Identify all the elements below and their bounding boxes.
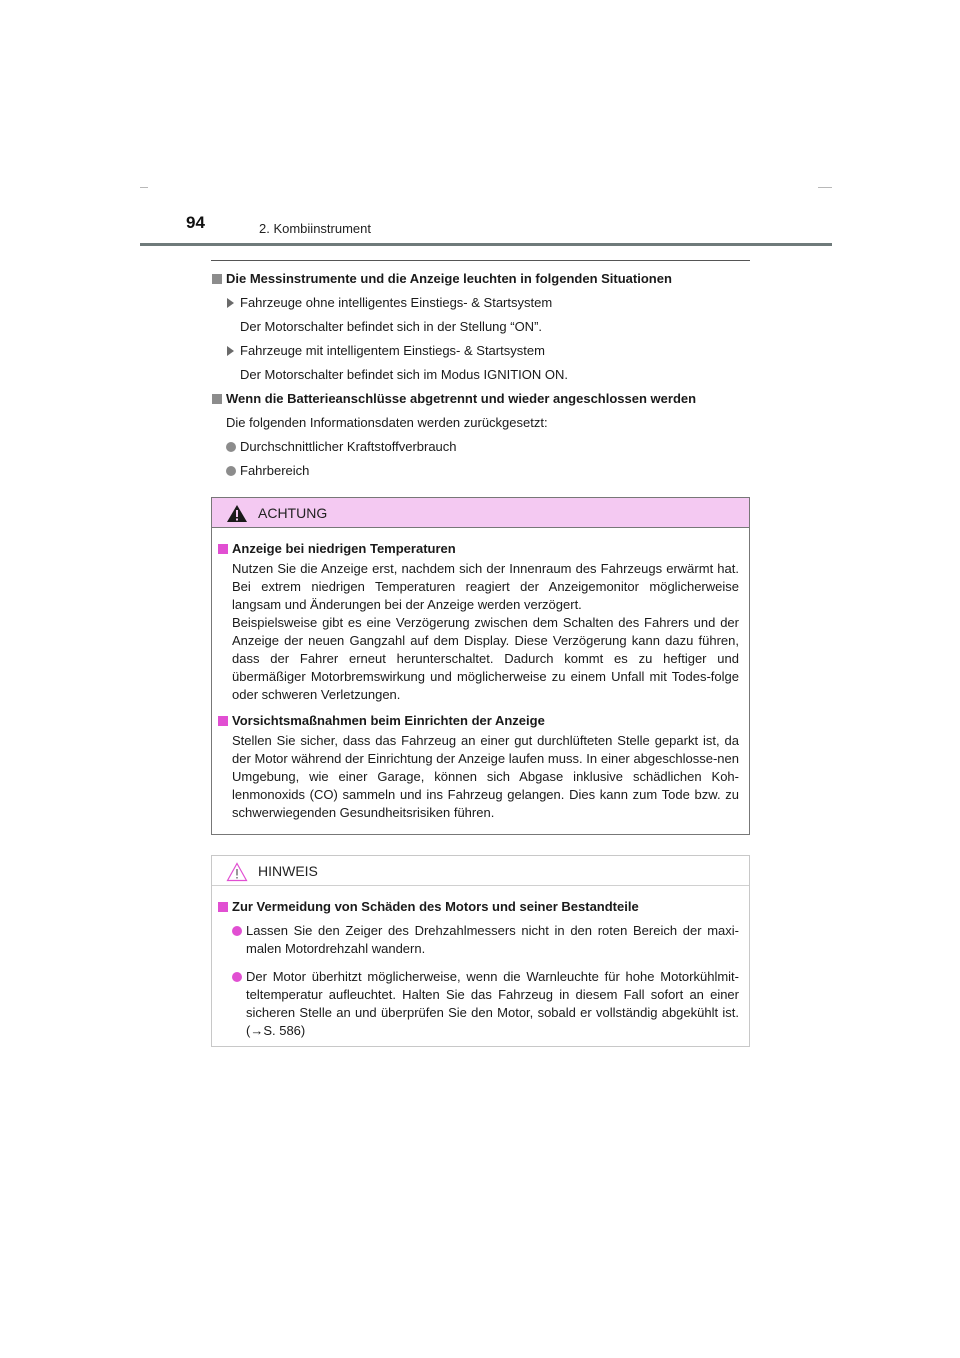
section-heading: Die Messinstrumente und die Anzeige leuchten in folgenden Situationen — [212, 270, 752, 288]
list-item: Der Motor überhitzt möglicherweise, wenn die Warnleuchte für hohe Motorkühlmit-teltemperatur aufleuchtet. Halten Sie das Fahrzeug in diesem Fall sofort an einer sicheren Stelle an und überprüfen Sie den Motor, sobald er vollständig abgekühlt ist. (→S. 586) — [218, 968, 739, 1040]
round-bullet-icon — [232, 972, 242, 982]
list-item: Durchschnittlicher Kraftstoffverbrauch — [212, 438, 752, 456]
hinweis-title: HINWEIS — [258, 863, 318, 879]
main-content — [212, 270, 752, 486]
achtung-body — [212, 528, 749, 822]
hinweis-box — [211, 855, 750, 1047]
warning-triangle-icon — [226, 504, 248, 523]
header-rule — [140, 243, 832, 246]
achtung-paragraph: Nutzen Sie die Anzeige erst, nachdem sich der Innenraum des Fahrzeugs erwärmt hat. Bei extrem niedrigen Temperaturen reagiert der Anzeigemonitor möglicherweise langsam und Änderungen bei der Anzeige werden verzögert. — [232, 561, 739, 612]
square-bullet-icon — [218, 902, 228, 912]
achtung-paragraph: Beispielsweise gibt es eine Verzögerung zwischen dem Schalten des Fahrers und der Anzeige der neuen Gangzahl auf dem Display. Diese Verzögerung kann dazu führen, dass der Fahrer erneut herunterschaltet. Dadurch kommt es zu heftiger und übermäßiger Motorbremswirkung und möglicherweise zu einem Unfall mit Todes-folge oder schweren Verletzungen. — [232, 615, 739, 702]
arrow-right-icon — [227, 298, 234, 308]
achtung-heading: Vorsichtsmaßnahmen beim Einrichten der Anzeige — [218, 712, 739, 730]
chapter-title: 2. Kombiinstrument — [259, 221, 371, 236]
section-heading: Wenn die Batterieanschlüsse abgetrennt und wieder angeschlossen werden — [212, 390, 752, 408]
section-intro: Die folgenden Informationsdaten werden zurückgesetzt: — [226, 415, 548, 430]
page-number: 94 — [186, 213, 205, 232]
achtung-paragraph: Stellen Sie sicher, dass das Fahrzeug an einer gut durchlüfteten Stelle geparkt ist, da der Motor während der Einrichtung der Anzeige laufen muss. In einer abgeschlosse-nen Umgebung, wie einer Garage, können sich Abgase inklusive schädlichen Koh-lenmonoxids (CO) sammeln und ins Fahrzeug gelangen. Dies kann zum Tode bzw. zu schwerwiegenden Gesundheitsrisiken führen. — [232, 733, 739, 820]
achtung-header — [212, 498, 749, 528]
arrow-right-icon — [227, 346, 234, 356]
achtung-title: ACHTUNG — [258, 505, 328, 521]
section-rule — [211, 260, 750, 261]
square-bullet-icon — [218, 716, 228, 726]
square-bullet-icon — [212, 394, 222, 404]
hinweis-header — [212, 856, 749, 886]
list-item: Fahrzeuge ohne intelligentes Einstiegs- & Startsystem — [212, 294, 752, 312]
list-item: Fahrzeuge mit intelligentem Einstiegs- & Startsystem — [212, 342, 752, 360]
caution-outline-triangle-icon — [226, 862, 248, 882]
achtung-heading: Anzeige bei niedrigen Temperaturen — [218, 540, 739, 558]
round-bullet-icon — [232, 926, 242, 936]
list-item: Fahrbereich — [212, 462, 752, 480]
achtung-box — [211, 497, 750, 835]
round-bullet-icon — [226, 442, 236, 452]
hinweis-body — [212, 886, 749, 1040]
item-description: Der Motorschalter befindet sich in der Stellung “ON”. — [240, 319, 543, 334]
hinweis-heading: Zur Vermeidung von Schäden des Motors und seiner Bestandteile — [218, 898, 739, 916]
square-bullet-icon — [218, 544, 228, 554]
square-bullet-icon — [212, 274, 222, 284]
item-description: Der Motorschalter befindet sich im Modus IGNITION ON. — [240, 367, 568, 382]
round-bullet-icon — [226, 466, 236, 476]
list-item: Lassen Sie den Zeiger des Drehzahlmessers nicht in den roten Bereich der maxi-malen Motordrehzahl wandern. — [218, 922, 739, 958]
crop-mark-right — [818, 187, 832, 188]
crop-mark-left — [140, 187, 148, 188]
